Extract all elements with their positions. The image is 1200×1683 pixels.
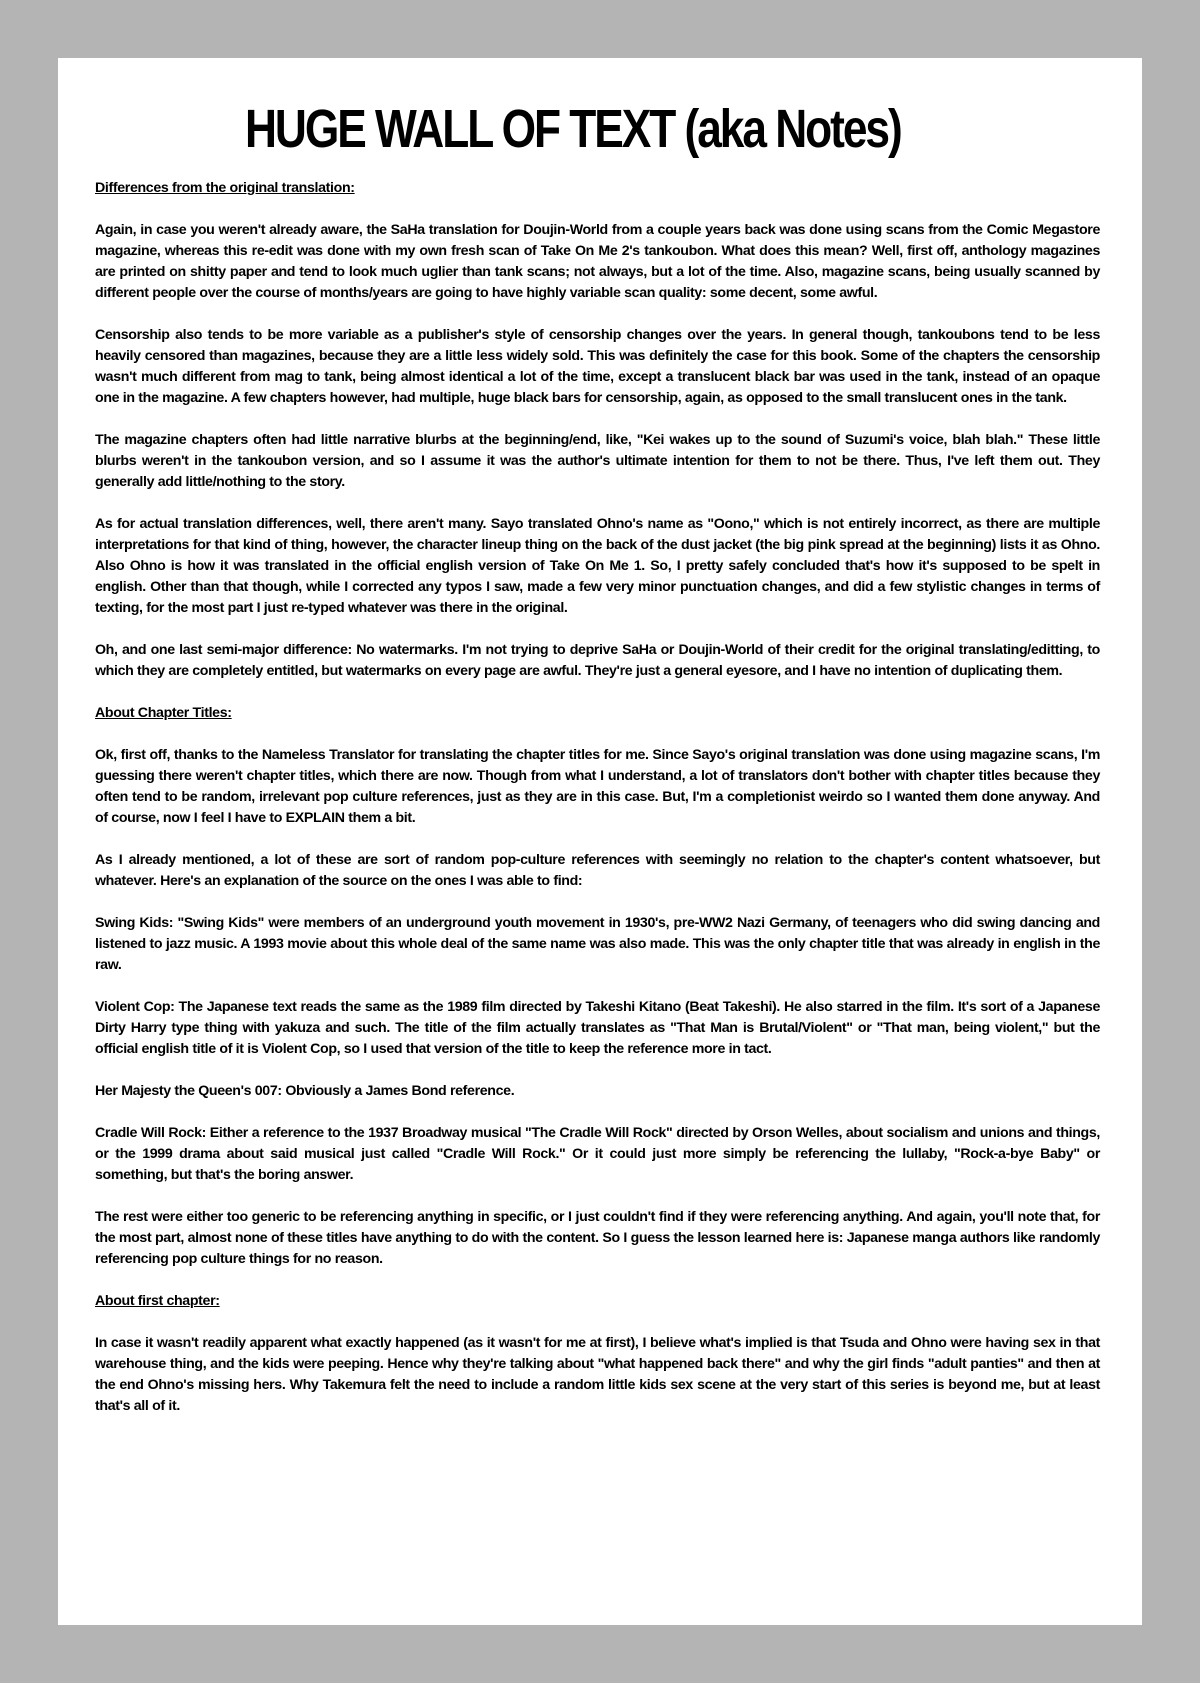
- paragraph: Her Majesty the Queen's 007: Obviously a James Bond reference.: [95, 1083, 515, 1099]
- paragraph: Ok, first off, thanks to the Nameless Translator for translating the chapter titles for me. Since Sayo's original translation was done using magazine scans, I'm guessing there weren't chapter titles, which there are now. Though from what I understand, a lot of translators don't bother with chapter titles because they often tend to be random, irrelevant pop culture references, just as they are in this case. But, I'm a completionist weirdo so I wanted them done anyway. And of course, now I feel I have to EXPLAIN them a bit.: [95, 747, 1100, 826]
- paragraph: Censorship also tends to be more variable as a publisher's style of censorship changes over the years. In general though, tankoubons tend to be less heavily censored than magazines, because they are a little less widely sold. This was definitely the case for this book. Some of the chapters the censorship wasn't much different from mag to tank, being almost identical a lot of the time, except a translucent black bar was used in the tank, instead of an opaque one in the magazine. A few chapters however, had multiple, huge black bars for censorship, again, as opposed to the small translucent ones in the tank.: [95, 327, 1100, 406]
- paragraph: As I already mentioned, a lot of these are sort of random pop-culture references with seemingly no relation to the chapter's content whatsoever, but whatever. Here's an explanation of the source on the ones I was able to find:: [95, 852, 1100, 889]
- section-heading-differences: Differences from the original translation:: [95, 180, 355, 196]
- paragraph: Violent Cop: The Japanese text reads the same as the 1989 film directed by Takeshi Kitano (Beat Takeshi). He also starred in the film. It's sort of a Japanese Dirty Harry type thing with yakuza and such. The title of the film actually translates as "That Man is Brutal/Violent" or "That man, being violent," but the official english title of it is Violent Cop, so I used that version of the title to keep the reference more in tact.: [95, 999, 1100, 1057]
- paragraph: Again, in case you weren't already aware, the SaHa translation for Doujin-World from a couple years back was done using scans from the Comic Megastore magazine, whereas this re-edit was done with my own fresh scan of Take On Me 2's tankoubon. What does this mean? Well, first off, anthology magazines are printed on shitty paper and tend to look much uglier than tank scans; not always, but a lot of the time. Also, magazine scans, being usually scanned by different people over the course of months/years are going to have highly variable scan quality: some decent, some awful.: [95, 222, 1100, 301]
- section-heading-chapter-titles: About Chapter Titles:: [95, 705, 232, 721]
- paragraph: The rest were either too generic to be referencing anything in specific, or I just couldn't find if they were referencing anything. And again, you'll note that, for the most part, almost none of these titles have anything to do with the content. So I guess the lesson learned here is: Japanese manga authors like randomly referencing pop culture things for no reason.: [95, 1209, 1100, 1267]
- paragraph: In case it wasn't readily apparent what exactly happened (as it wasn't for me at first), I believe what's implied is that Tsuda and Ohno were having sex in that warehouse thing, and the kids were peeping. Hence why they're talking about "what happened back there" and why the girl finds "adult panties" and then at the end Ohno's missing hers. Why Takemura felt the need to include a random little kids sex scene at the very start of this series is beyond me, but at least that's all of it.: [95, 1335, 1100, 1414]
- page-title: HUGE WALL OF TEXT (aka Notes): [245, 99, 901, 159]
- paragraph: Oh, and one last semi-major difference: No watermarks. I'm not trying to deprive SaHa or Doujin-World of their credit for the original translating/editting, to which they are completely entitled, but watermarks on every page are awful. They're just a general eyesore, and I have no intention of duplicating them.: [95, 642, 1100, 679]
- notes-content: [95, 178, 1100, 1417]
- paragraph: Cradle Will Rock: Either a reference to the 1937 Broadway musical "The Cradle Will Rock" directed by Orson Welles, about socialism and unions and things, or the 1999 drama about said musical just called "Cradle Will Rock." Or it could just more simply be referencing the lullaby, "Rock-a-bye Baby" or something, but that's the boring answer.: [95, 1125, 1100, 1183]
- section-heading-first-chapter: About first chapter:: [95, 1293, 220, 1309]
- notes-page: [58, 58, 1142, 1625]
- paragraph: Swing Kids: "Swing Kids" were members of an underground youth movement in 1930's, pre-WW2 Nazi Germany, of teenagers who did swing dancing and listened to jazz music. A 1993 movie about this whole deal of the same name was also made. This was the only chapter title that was already in english in the raw.: [95, 915, 1100, 973]
- paragraph: As for actual translation differences, well, there aren't many. Sayo translated Ohno's name as "Oono," which is not entirely incorrect, as there are multiple interpretations for that kind of thing, however, the character lineup thing on the back of the dust jacket (the big pink spread at the beginning) lists it as Ohno. Also Ohno is how it was translated in the official english version of Take On Me 1. So, I pretty safely concluded that's how it's supposed to be spelt in english. Other than that though, while I corrected any typos I saw, made a few very minor punctuation changes, and did a few stylistic changes in terms of texting, for the most part I just re-typed whatever was there in the original.: [95, 516, 1100, 616]
- paragraph: The magazine chapters often had little narrative blurbs at the beginning/end, like, "Kei wakes up to the sound of Suzumi's voice, blah blah." These little blurbs weren't in the tankoubon version, and so I assume it was the author's ultimate intention for them to not be there. Thus, I've left them out. They generally add little/nothing to the story.: [95, 432, 1100, 490]
